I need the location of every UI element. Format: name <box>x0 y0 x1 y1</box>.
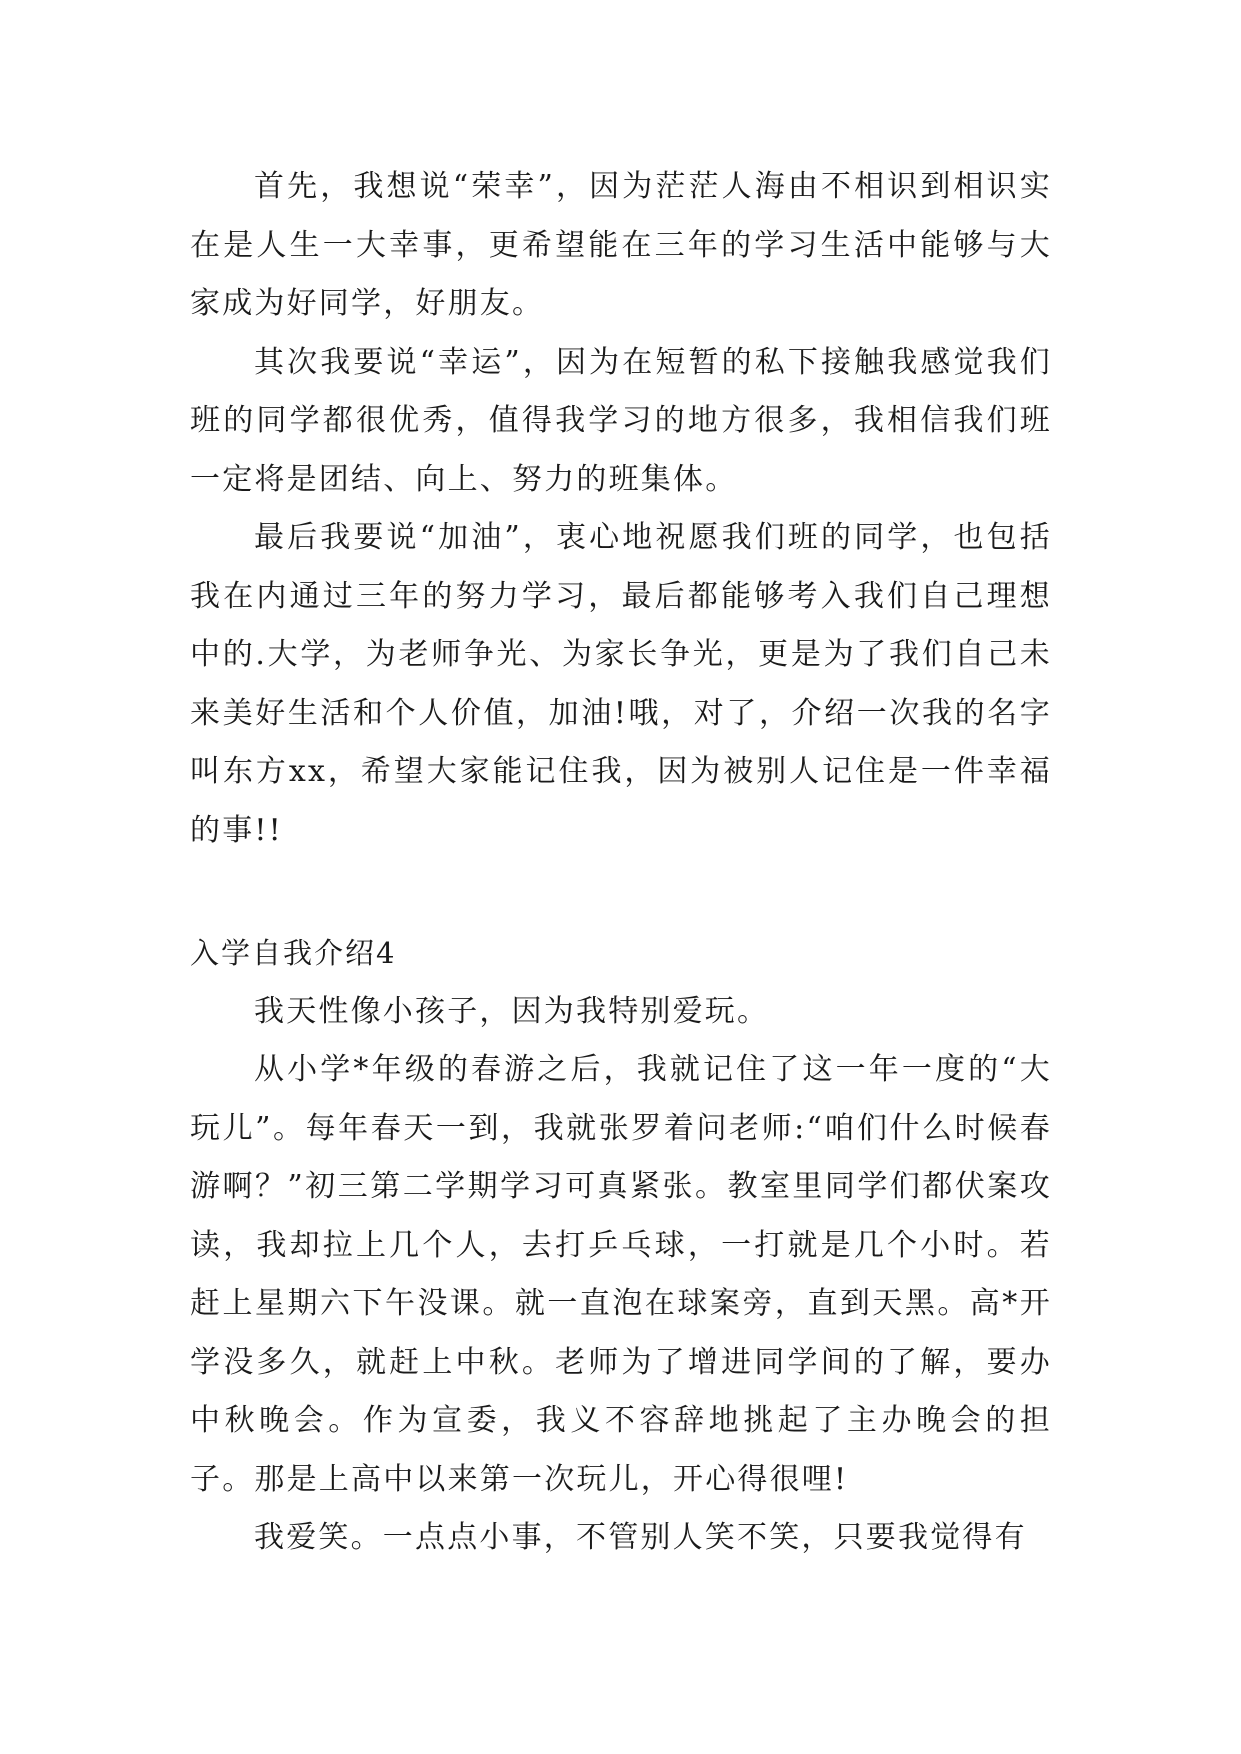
paragraph-tianxing: 我天性像小孩子，因为我特别爱玩。 <box>254 993 770 1029</box>
paragraph-xingyun: 其次我要说“幸运”，因为在短暂的私下接触我感觉我们班的同学都很优秀，值得我学习的地方很多，我相信我们班一定将是团结、向上、努力的班集体。 <box>190 344 1052 497</box>
section-title: 入学自我介绍4 <box>190 936 397 970</box>
document-body <box>190 158 1052 1568</box>
paragraph-rongxing: 首先，我想说“荣幸”，因为茫茫人海由不相识到相识实在是人生一大幸事，更希望能在三年的学习生活中能够与大家成为好同学，好朋友。 <box>190 169 1052 321</box>
paragraph-aixiao: 我爱笑。一点点小事，不管别人笑不笑，只要我觉得有 <box>254 1520 1027 1555</box>
paragraph-jiayou: 最后我要说“加油”，衷心地祝愿我们班的同学，也包括我在内通过三年的努力学习，最后都能够考入我们自己理想中的.大学，为老师争光、为家长争光，更是为了我们自己未来美好生活和个人价值，加油!哦，对了，介绍一次我的名字叫东方xx，希望大家能记住我，因为被别人记住是一件幸福的事!! <box>190 520 1052 848</box>
paragraph-chunyou: 从小学*年级的春游之后，我就记住了这一年一度的“大玩儿”。每年春天一到，我就张罗着问老师:“咱们什么时候春游啊？”初三第二学期学习可真紧张。教室里同学们都伏案攻读，我却拉上几个人，去打乒乓球，一打就是几个小时。若赶上星期六下午没课。就一直泡在球案旁，直到天黑。高*开学没多久，就赶上中秋。老师为了增进同学间的了解，要办中秋晚会。作为宣委，我义不容辞地挑起了主办晚会的担子。那是上高中以来第一次玩儿，开心得很哩! <box>190 1052 1052 1497</box>
